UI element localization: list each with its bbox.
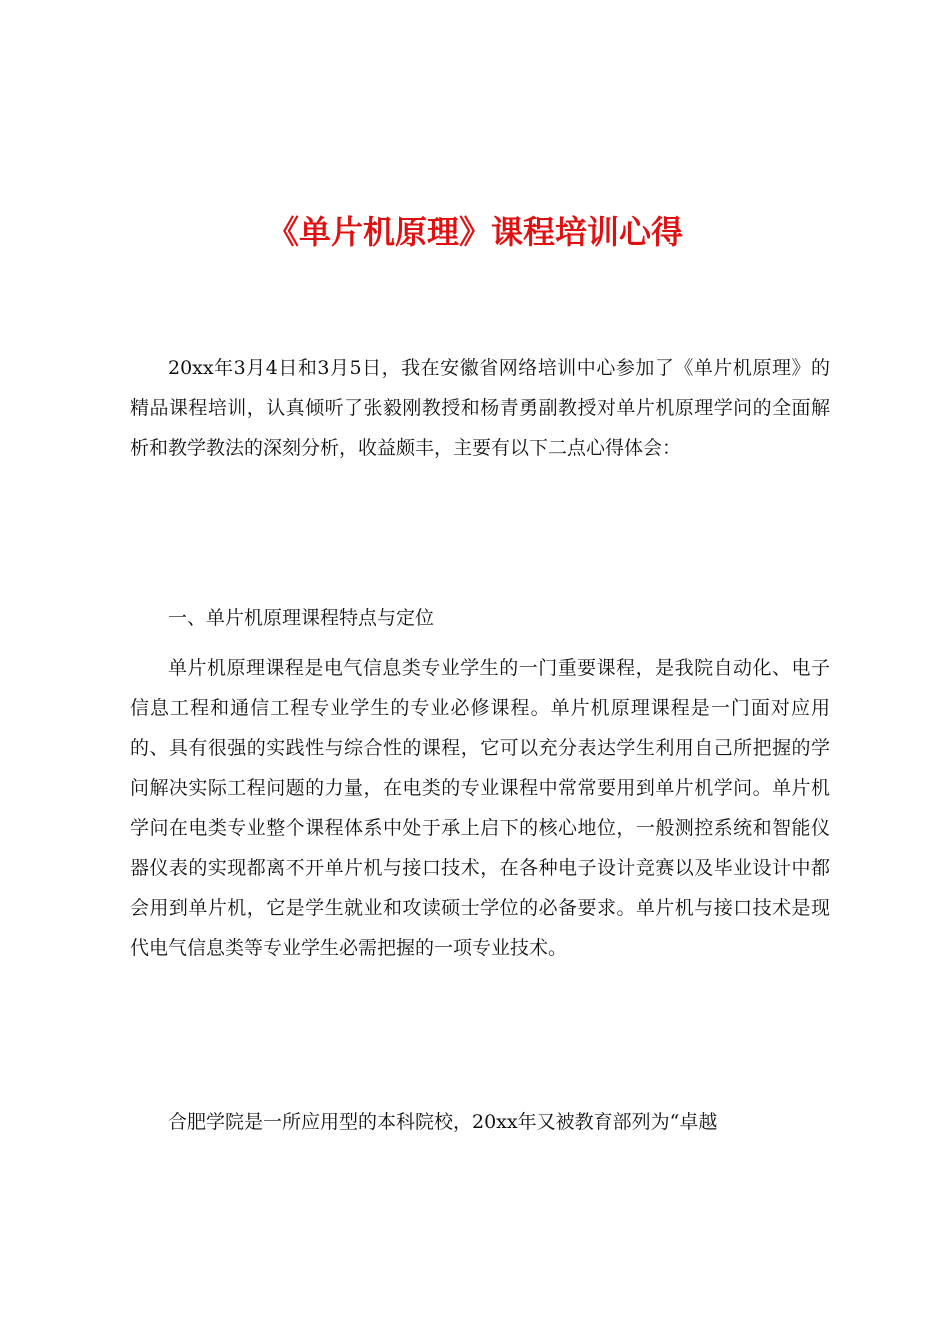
document-title: 《单片机原理》课程培训心得 [266, 213, 683, 251]
paragraph-course-features: 单片机原理课程是电气信息类专业学生的一门重要课程，是我院自动化、电子信息工程和通信工程专业学生的专业必修课程。单片机原理课程是一门面对应用的、具有很强的实践性与综合性的课程，它可以充分表达学生利用自己所把握的学问解决实际工程问题的力量，在电类的专业课程中常常要用到单片机学问。单片机学问在电类专业整个课程体系中处于承上启下的核心地位，一般测控系统和智能仪器仪表的实现都离不开单片机与接口技术，在各种电子设计竞赛以及毕业设计中都会用到单片机，它是学生就业和攻读硕士学位的必备要求。单片机与接口技术是现代电气信息类等专业学生必需把握的一项专业技术。 [130, 657, 830, 959]
paragraph-intro: 20xx年3月4日和3月5日，我在安徽省网络培训中心参加了《单片机原理》的精品课程培训，认真倾听了张毅刚教授和杨青勇副教授对单片机原理学问的全面解析和教学教法的深刻分析，收益颇丰，主要有以下二点心得体会： [130, 357, 830, 459]
paragraph-hefei-university: 合肥学院是一所应用型的本科院校，20xx年又被教育部列为“卓越 [168, 1111, 718, 1133]
section-heading-1: 一、单片机原理课程特点与定位 [168, 607, 435, 629]
